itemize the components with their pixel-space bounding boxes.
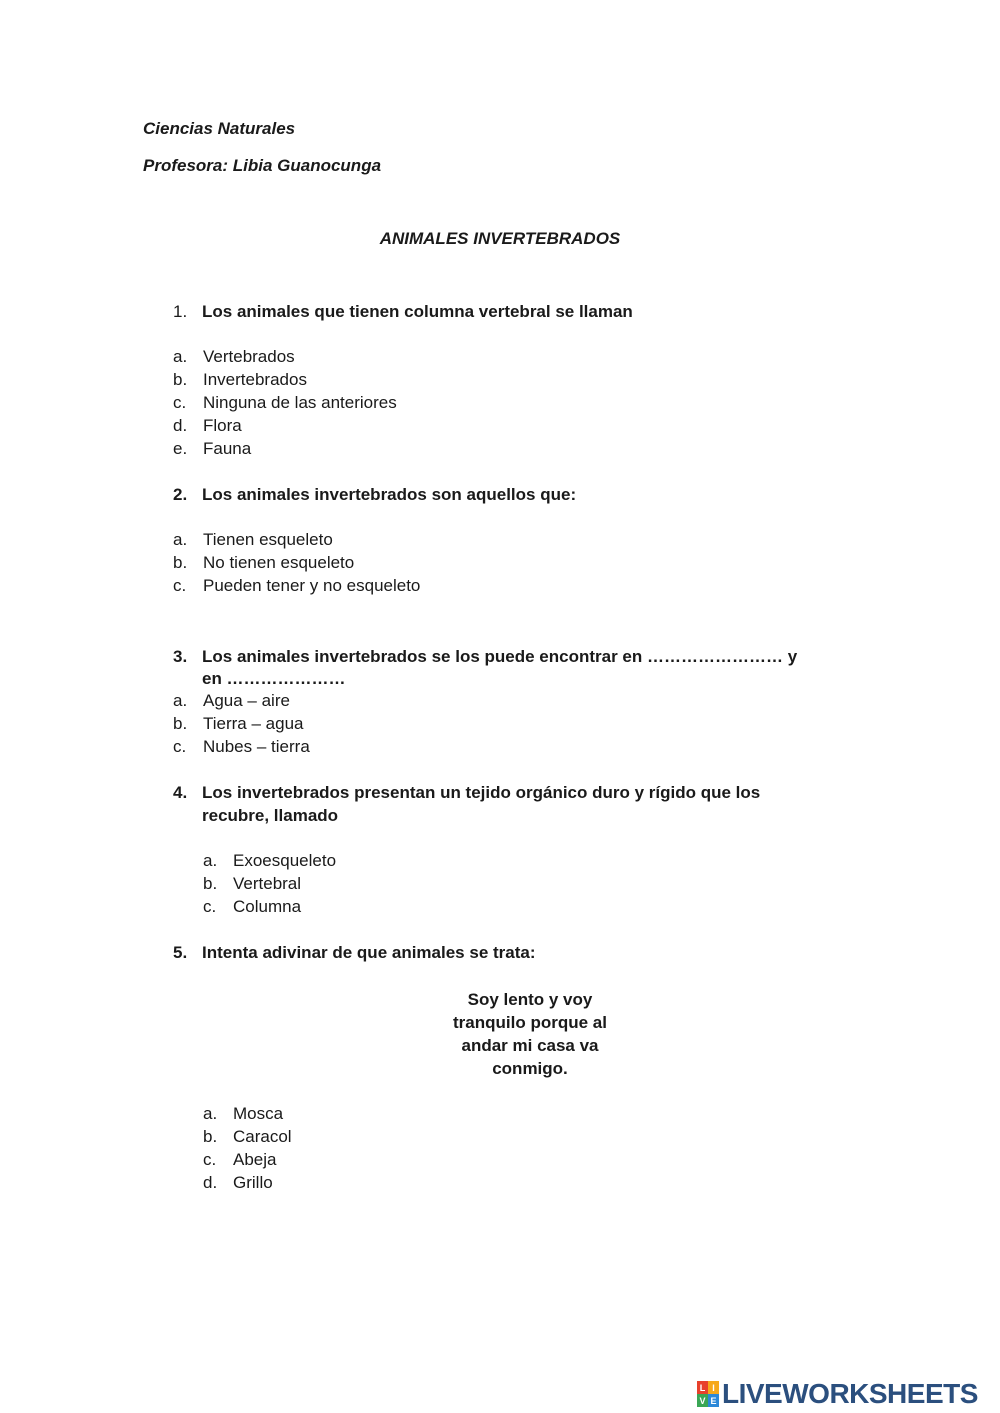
riddle-line: tranquilo porque al (453, 1013, 607, 1032)
option-letter: a. (203, 1104, 218, 1123)
option-2a[interactable] (173, 530, 333, 550)
option-letter: b. (173, 553, 188, 572)
question-number: 2. (173, 485, 188, 504)
option-text: Nubes – tierra (203, 737, 310, 756)
option-1b[interactable] (173, 370, 307, 390)
option-4a[interactable] (203, 851, 336, 871)
option-5c[interactable] (203, 1150, 276, 1170)
option-text: Tienen esqueleto (203, 530, 333, 549)
option-letter: a. (173, 691, 188, 710)
riddle-text (430, 988, 630, 1080)
option-text: Mosca (233, 1104, 284, 1123)
option-text: Vertebrados (203, 347, 295, 366)
option-2c[interactable] (173, 576, 420, 596)
liveworksheets-logo[interactable] (697, 1378, 978, 1410)
option-letter: c. (173, 737, 187, 756)
logo-badge-icon (697, 1381, 719, 1407)
option-letter: a. (173, 347, 188, 366)
option-4c[interactable] (203, 897, 301, 917)
logo-badge-letter: E (708, 1394, 719, 1407)
riddle-line: conmigo. (492, 1059, 568, 1078)
option-text: Ninguna de las anteriores (203, 393, 397, 412)
option-letter: d. (173, 416, 188, 435)
question-text-line2: recubre, llamado (202, 806, 339, 825)
question-text: Los animales invertebrados se los puede encontrar en …………………… y (202, 647, 798, 666)
option-letter: c. (203, 1150, 217, 1169)
option-5b[interactable] (203, 1127, 292, 1147)
option-text: No tienen esqueleto (203, 553, 355, 572)
option-3b[interactable] (173, 714, 303, 734)
option-text: Exoesqueleto (233, 851, 337, 870)
question-number: 5. (173, 943, 188, 962)
logo-badge-letter: I (708, 1381, 719, 1394)
option-text: Vertebral (233, 874, 302, 893)
option-letter: a. (203, 851, 218, 870)
teacher-heading: Profesora: Libia Guanocunga (143, 156, 382, 175)
option-text: Pueden tener y no esqueleto (203, 576, 421, 595)
question-text: Los invertebrados presentan un tejido orgánico duro y rígido que los (202, 783, 761, 802)
option-text: Caracol (233, 1127, 292, 1146)
option-3a[interactable] (173, 691, 290, 711)
option-1e[interactable] (173, 439, 251, 459)
logo-badge-letter: L (697, 1381, 708, 1394)
logo-text: LIVEWORKSHEETS (722, 1378, 978, 1409)
question-number: 1. (173, 302, 188, 321)
option-text: Tierra – agua (203, 714, 304, 733)
option-letter: c. (203, 897, 217, 916)
option-letter: c. (173, 393, 187, 412)
option-letter: c. (173, 576, 187, 595)
question-number: 3. (173, 647, 188, 666)
option-text: Columna (233, 897, 302, 916)
question-text: Los animales que tienen columna vertebral se llaman (202, 302, 633, 321)
option-1a[interactable] (173, 347, 295, 367)
option-text: Agua – aire (203, 691, 290, 710)
page-title: ANIMALES INVERTEBRADOS (379, 229, 621, 248)
option-letter: b. (173, 714, 188, 733)
option-text: Abeja (233, 1150, 277, 1169)
question-text: Intenta adivinar de que animales se trata: (202, 943, 536, 962)
option-text: Grillo (233, 1173, 273, 1192)
option-letter: e. (173, 439, 188, 458)
option-text: Flora (203, 416, 242, 435)
option-letter: d. (203, 1173, 218, 1192)
option-letter: a. (173, 530, 188, 549)
option-3c[interactable] (173, 737, 310, 757)
question-text: Los animales invertebrados son aquellos que: (202, 485, 577, 504)
logo-badge-letter: V (697, 1394, 708, 1407)
option-letter: b. (203, 874, 218, 893)
option-2b[interactable] (173, 553, 354, 573)
riddle-line: Soy lento y voy (467, 990, 593, 1009)
question-number: 4. (173, 783, 188, 802)
option-letter: b. (203, 1127, 218, 1146)
subject-heading: Ciencias Naturales (143, 119, 296, 138)
option-4b[interactable] (203, 874, 301, 894)
option-1c[interactable] (173, 393, 397, 413)
question-text-line2: en ………………… (202, 669, 346, 688)
option-letter: b. (173, 370, 188, 389)
riddle-line: andar mi casa va (461, 1036, 599, 1055)
option-1d[interactable] (173, 416, 242, 436)
option-5a[interactable] (203, 1104, 283, 1124)
option-text: Invertebrados (203, 370, 307, 389)
option-text: Fauna (203, 439, 252, 458)
option-5d[interactable] (203, 1173, 273, 1193)
